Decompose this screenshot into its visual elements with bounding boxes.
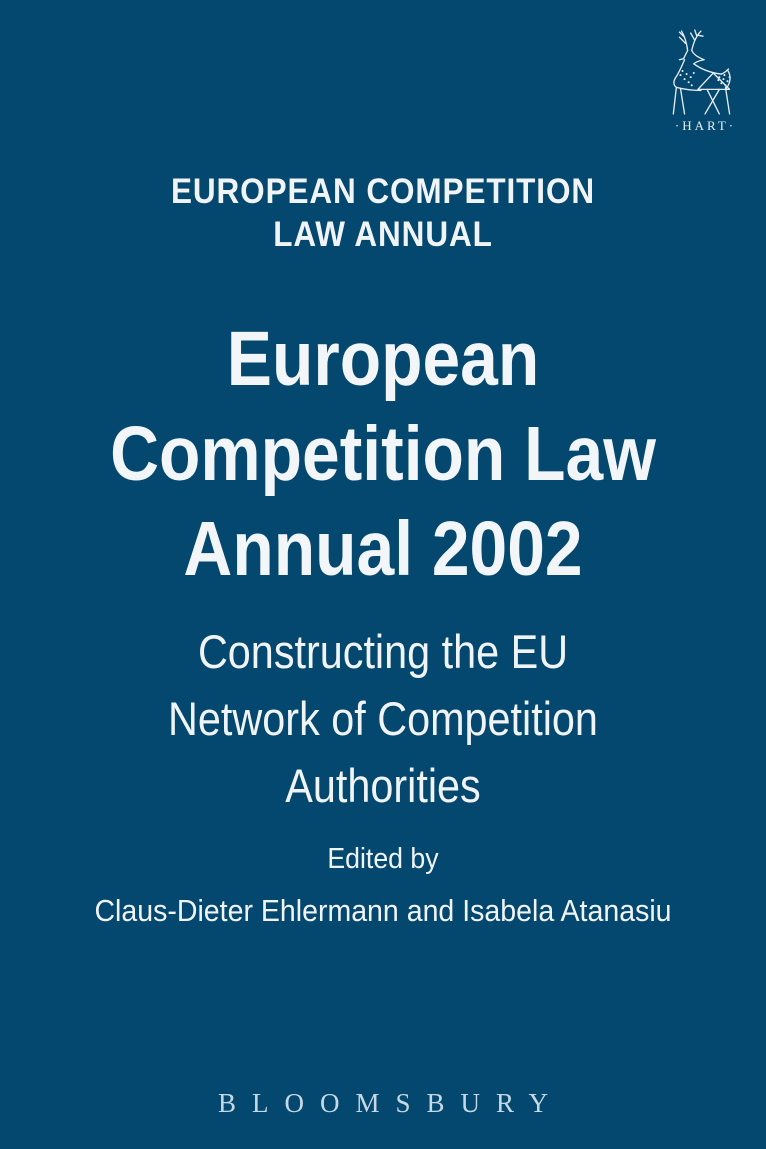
book-subtitle (46, 618, 720, 819)
stag-icon (660, 28, 748, 116)
book-title-line1: European (226, 316, 540, 402)
hart-publishing-logo (658, 28, 750, 134)
series-title-line1: EUROPEAN COMPETITION (170, 172, 596, 211)
bloomsbury-wordmark: BLOOMSBURY (217, 1088, 565, 1118)
edited-by-label: Edited by (327, 843, 439, 875)
series-title-line2: LAW ANNUAL (273, 215, 493, 254)
book-subtitle-line1: Constructing the EU (197, 625, 569, 678)
book-title-line3: Annual 2002 (183, 506, 583, 592)
series-title (38, 170, 727, 256)
editors-names: Claus-Dieter Ehlermann and Isabela Atanasiu (94, 893, 672, 928)
book-title-line2: Competition Law (110, 411, 656, 497)
hart-logo-label: ·HART· (674, 118, 737, 133)
book-subtitle-line3: Authorities (285, 759, 481, 812)
book-subtitle-line2: Network of Competition (168, 692, 598, 745)
book-title (46, 312, 720, 597)
